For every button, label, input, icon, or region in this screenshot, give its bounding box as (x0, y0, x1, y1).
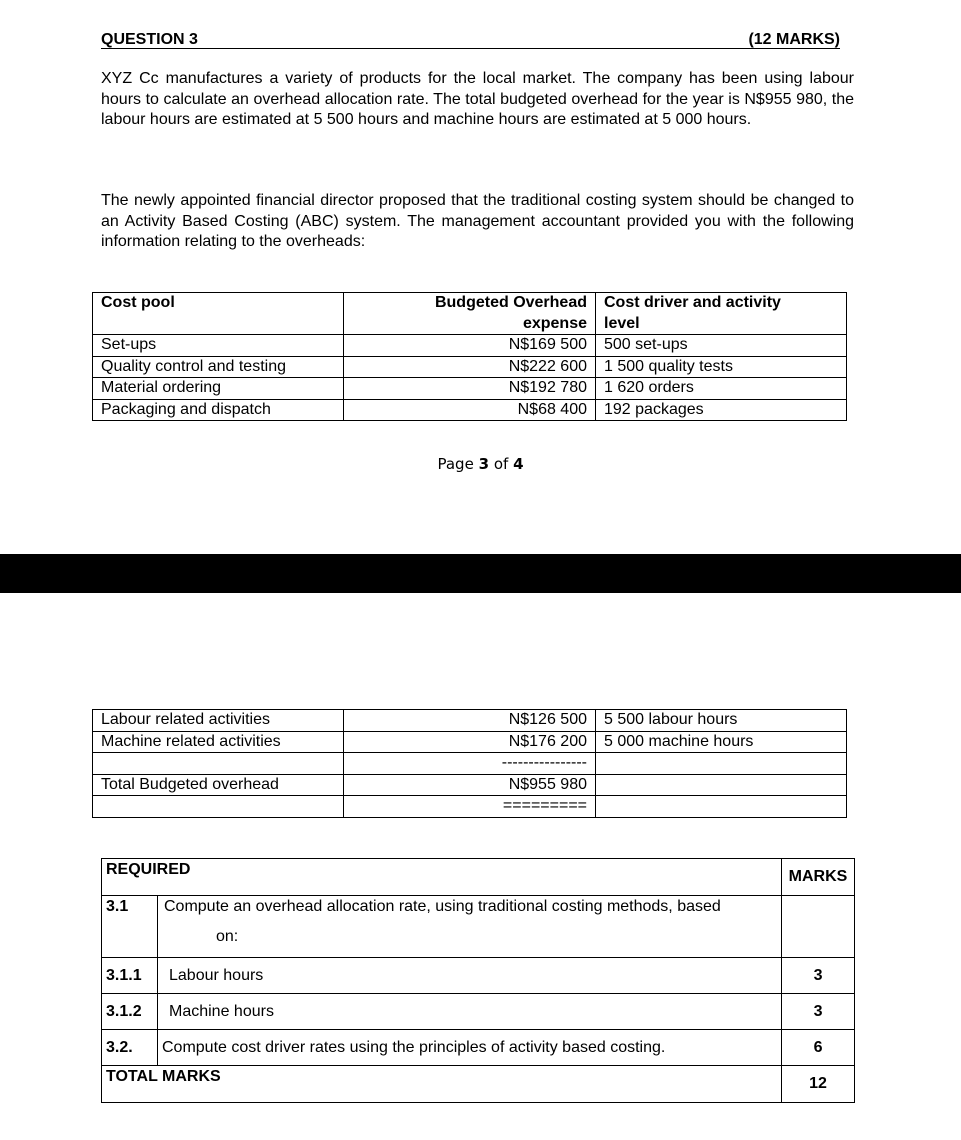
item-marks: 3 (782, 958, 855, 994)
required-table (101, 858, 855, 1103)
cost-pool-table-continued (92, 709, 847, 818)
cost-pool-table (92, 292, 847, 421)
item-text: Labour hours (158, 958, 782, 994)
cost-pool-cell: Labour related activities (93, 710, 344, 732)
item-marks (782, 896, 855, 958)
driver-cell: 1 500 quality tests (596, 356, 847, 378)
table-row (93, 753, 847, 775)
cost-pool-cell: Machine related activities (93, 731, 344, 753)
total-marks-label: TOTAL MARKS (102, 1066, 782, 1103)
table-row (93, 356, 847, 378)
cost-pool-cell: Packaging and dispatch (93, 399, 344, 421)
total-marks-row (102, 1066, 855, 1103)
driver-cell: 500 set-ups (596, 335, 847, 357)
header-driver-line1: Cost driver and activity (604, 294, 781, 311)
total-label: Total Budgeted overhead (93, 774, 344, 796)
total-value: N$955 980 (344, 774, 596, 796)
item-text-line1: Compute an overhead allocation rate, using traditional costing methods, based (164, 898, 721, 915)
table-row (93, 710, 847, 732)
empty-cell (93, 796, 344, 818)
question-header (101, 31, 840, 49)
table-row (93, 335, 847, 357)
question-item-row (102, 896, 855, 958)
table-row (93, 378, 847, 400)
question-title: QUESTION 3 (101, 31, 198, 48)
total-row (93, 774, 847, 796)
header-budgeted-overhead (344, 293, 596, 335)
empty-cell (93, 753, 344, 775)
table-row (93, 796, 847, 818)
expense-cell: N$176 200 (344, 731, 596, 753)
page-footer (0, 455, 961, 473)
required-header-row (102, 859, 855, 896)
marks-heading: MARKS (782, 859, 855, 896)
expense-cell: N$192 780 (344, 378, 596, 400)
item-text: Compute cost driver rates using the principles of activity based costing. (158, 1030, 782, 1066)
empty-cell (596, 753, 847, 775)
item-text-line2: on: (216, 928, 239, 945)
item-marks: 6 (782, 1030, 855, 1066)
cost-pool-cell: Set-ups (93, 335, 344, 357)
question-item-row (102, 1030, 855, 1066)
expense-cell: N$68 400 (344, 399, 596, 421)
driver-cell: 5 000 machine hours (596, 731, 847, 753)
table-row (93, 731, 847, 753)
table-row (93, 399, 847, 421)
page-prefix: Page (437, 455, 474, 473)
item-text: Machine hours (158, 994, 782, 1030)
header-cost-driver (596, 293, 847, 335)
question-marks: (12 MARKS) (748, 31, 840, 48)
item-number: 3.1 (102, 896, 158, 958)
subtotal-dash-line: ---------------- (344, 753, 596, 775)
abc-paragraph: The newly appointed financial director proposed that the traditional costing system should be changed to an Activity Based Costing (ABC) system. The management accountant provided you with the following information relating to the overheads: (101, 192, 854, 250)
cost-pool-cell: Material ordering (93, 378, 344, 400)
required-heading: REQUIRED (102, 859, 782, 896)
question-item-row (102, 994, 855, 1030)
empty-cell (596, 796, 847, 818)
cost-pool-cell: Quality control and testing (93, 356, 344, 378)
item-marks: 3 (782, 994, 855, 1030)
expense-cell: N$169 500 (344, 335, 596, 357)
header-cost-pool: Cost pool (93, 293, 344, 335)
header-expense-line1: Budgeted Overhead (434, 294, 587, 311)
question-item-row (102, 958, 855, 994)
total-equals-line: ========= (344, 796, 596, 818)
item-number: 3.1.2 (102, 994, 158, 1030)
driver-cell: 192 packages (596, 399, 847, 421)
item-number: 3.2. (102, 1030, 158, 1066)
total-marks-value: 12 (782, 1066, 855, 1103)
expense-cell: N$126 500 (344, 710, 596, 732)
page-break-bar (0, 554, 961, 593)
table-header-row (93, 293, 847, 335)
intro-paragraph: XYZ Cc manufactures a variety of products for the local market. The company has been using labour hours to calculate an overhead allocation rate. The total budgeted overhead for the year is N$955 980, the labour hours are estimated at 5 500 hours and machine hours are estimated at 5 000 hours. (101, 70, 854, 128)
empty-cell (596, 774, 847, 796)
page-of: of (493, 455, 509, 473)
page-total: 4 (513, 455, 524, 473)
header-driver-line2: level (604, 314, 640, 332)
header-expense-line2: expense (522, 314, 587, 332)
driver-cell: 1 620 orders (596, 378, 847, 400)
expense-cell: N$222 600 (344, 356, 596, 378)
item-number: 3.1.1 (102, 958, 158, 994)
page-current: 3 (478, 455, 490, 473)
item-text (158, 896, 782, 958)
driver-cell: 5 500 labour hours (596, 710, 847, 732)
